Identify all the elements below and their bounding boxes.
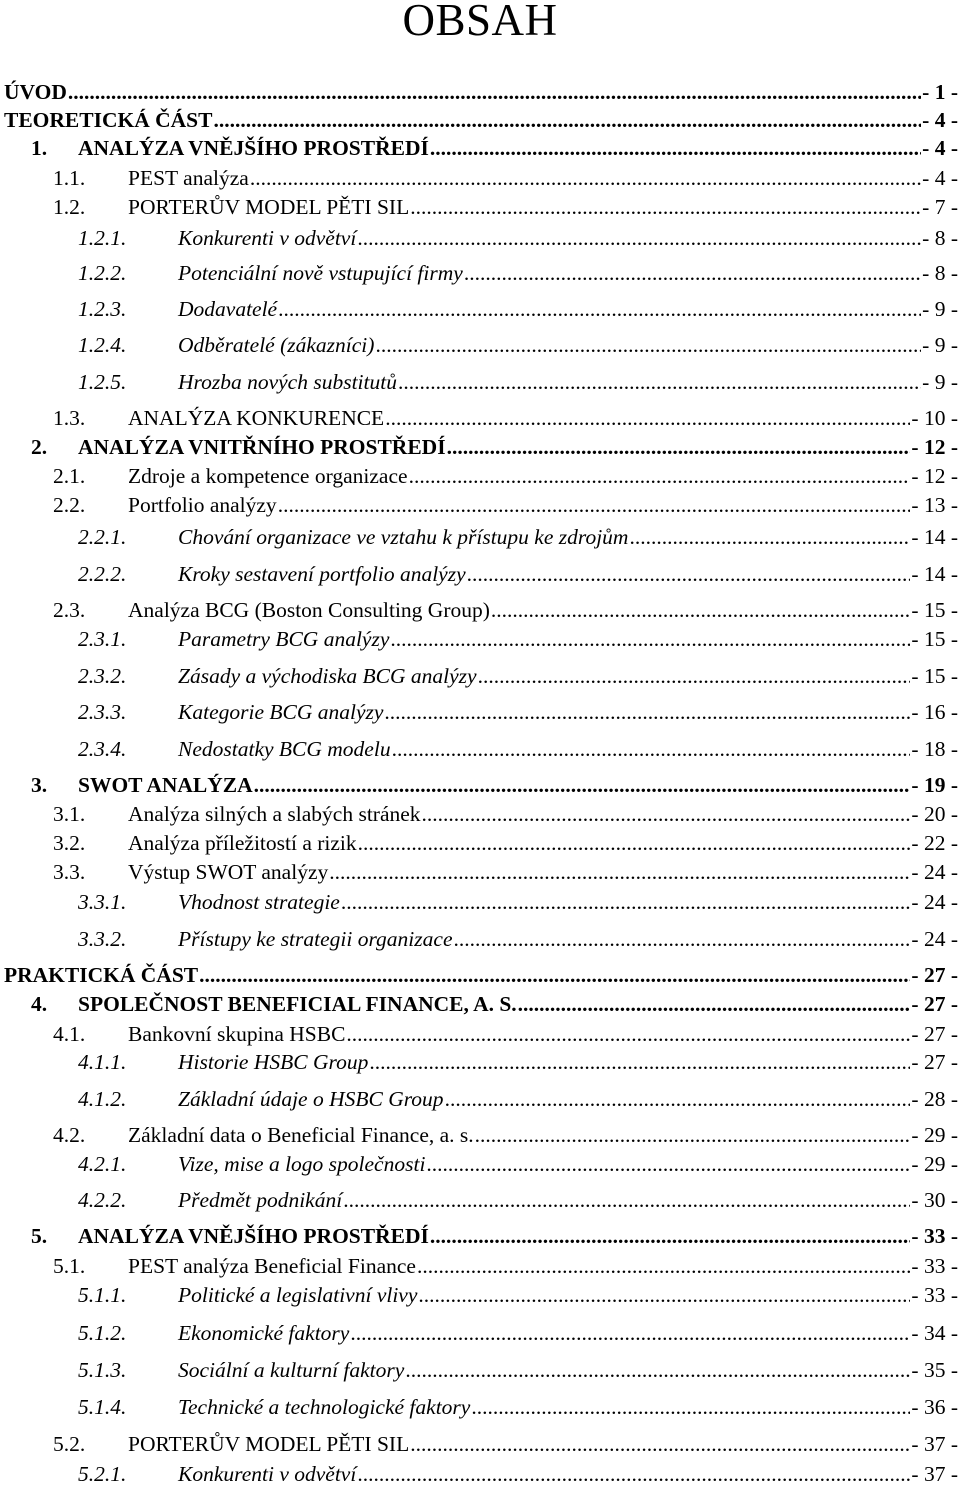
toc-entry-page: - 9 - [922,297,958,321]
toc-entry-page: - 24 - [911,890,958,914]
toc-entry-number: 3.3.2. [78,927,127,951]
toc-dot-leader [398,369,921,395]
toc-entry-number: 3.3.1. [78,890,127,914]
toc-entry-page: - 33 - [911,1224,958,1248]
toc-entry[interactable] [0,926,960,952]
toc-entry[interactable] [0,165,960,191]
toc-entry-title: SPOLEČNOST BENEFICIAL FINANCE, A. S. [78,992,517,1016]
toc-entry-number: 3.2. [53,831,86,855]
toc-entry-page: - 15 - [911,664,958,688]
toc-entry-title: Kroky sestavení portfolio analýzy [178,562,466,586]
toc-entry-title: Předmět podnikání [178,1188,343,1212]
toc-entry-number: 5.2.1. [78,1462,127,1486]
toc-entry-title: Konkurenti v odvětví [178,226,357,250]
toc-entry-page: - 33 - [911,1283,958,1307]
toc-dot-leader [199,962,910,988]
toc-entry-title: ANALÝZA VNĚJŠÍHO PROSTŘEDÍ [78,1224,429,1248]
toc-dot-leader [343,1187,910,1213]
toc-entry[interactable] [0,699,960,725]
toc-entry-page: - 24 - [911,860,958,884]
toc-entry-page: - 14 - [911,562,958,586]
toc-entry-title: Odběratelé (zákazníci) [178,333,375,357]
toc-dot-leader [329,859,910,885]
toc-dot-leader [475,1122,911,1148]
toc-entry-page: - 27 - [911,1022,958,1046]
toc-entry-number: 1.3. [53,406,86,430]
toc-entry-number: 1.2.4. [78,333,127,357]
toc-entry-title: Konkurenti v odvětví [178,1462,357,1486]
toc-entry-title: Vhodnost strategie [178,890,340,914]
toc-dot-leader [418,1282,910,1308]
toc-entry[interactable] [0,1049,960,1075]
toc-entry-page: - 19 - [911,773,958,797]
toc-dot-leader [405,1357,910,1383]
toc-entry-number: 1.1. [53,166,86,190]
toc-entry[interactable] [0,859,960,885]
toc-dot-leader [445,1086,911,1112]
toc-entry-page: - 29 - [911,1152,958,1176]
toc-entry[interactable] [0,1394,960,1420]
toc-entry-title: Přístupy ke strategii organizace [178,927,453,951]
toc-entry-title: PRAKTICKÁ ČÁST [4,963,199,987]
toc-entry-title: Analýza příležitostí a rizik [128,831,357,855]
toc-entry-page: - 4 - [922,108,958,132]
toc-dot-leader [430,1223,911,1249]
toc-entry-title: Kategorie BCG analýzy [178,700,384,724]
toc-entry-title: Vize, mise a logo společnosti [178,1152,426,1176]
toc-entry-number: 4.2. [53,1123,86,1147]
toc-entry-page: - 27 - [911,1050,958,1074]
toc-entry-page: - 9 - [922,333,958,357]
toc-entry[interactable] [0,225,960,251]
toc-entry-page: - 15 - [911,627,958,651]
toc-dot-leader [346,1021,910,1047]
toc-entry-number: 2.2.2. [78,562,127,586]
toc-entry-page: - 4 - [922,136,958,160]
toc-entry-title: TEORETICKÁ ČÁST [4,108,213,132]
toc-entry-title: Hrozba nových substitutů [178,370,397,394]
toc-entry[interactable] [0,1086,960,1112]
toc-entry-title: Ekonomické faktory [178,1321,350,1345]
toc-entry-title: PORTERŮV MODEL PĚTI SIL [128,1432,410,1456]
toc-entry-page: - 37 - [911,1462,958,1486]
toc-dot-leader [453,926,910,952]
toc-entry-number: 2.3.3. [78,700,127,724]
toc-entry[interactable] [0,107,960,133]
toc-entry-number: 1.2.1. [78,226,127,250]
toc-entry[interactable] [0,1282,960,1308]
toc-entry[interactable] [0,135,960,161]
toc-entry-title: Parametry BCG analýzy [178,627,390,651]
toc-entry-title: Sociální a kulturní faktory [178,1358,405,1382]
toc-entry-number: 2.1. [53,464,86,488]
toc-entry-page: - 37 - [911,1432,958,1456]
toc-entry-number: 2. [31,435,48,459]
toc-entry-page: - 35 - [911,1358,958,1382]
toc-entry[interactable] [0,962,960,988]
toc-entry-page: - 4 - [922,166,958,190]
toc-dot-leader [250,165,921,191]
toc-entry-title: Dodavatelé [178,297,278,321]
toc-entry-number: 2.3.1. [78,627,127,651]
toc-entry[interactable] [0,663,960,689]
toc-entry[interactable] [0,597,960,623]
toc-entry-page: - 34 - [911,1321,958,1345]
toc-dot-leader [409,463,911,489]
toc-entry-page: - 30 - [911,1188,958,1212]
toc-entry-page: - 12 - [911,435,958,459]
toc-entry-title: Nedostatky BCG modelu [178,737,391,761]
toc-entry[interactable] [0,1151,960,1177]
toc-entry-page: - 27 - [911,992,958,1016]
toc-entry[interactable] [0,1122,960,1148]
toc-entry-title: SWOT ANALÝZA [78,773,253,797]
toc-entry-number: 5. [31,1224,48,1248]
toc-entry-title: ANALÝZA VNITŘNÍHO PROSTŘEDÍ [78,435,446,459]
toc-entry-number: 1.2.5. [78,370,127,394]
toc-entry[interactable] [0,369,960,395]
toc-dot-leader [464,260,921,286]
toc-entry[interactable] [0,434,960,460]
toc-entry-page: - 10 - [911,406,958,430]
toc-entry-title: PEST analýza [128,166,249,190]
toc-dot-leader [392,736,911,762]
toc-entry-number: 4.1. [53,1022,86,1046]
toc-entry[interactable] [0,1021,960,1047]
toc-dot-leader [213,107,921,133]
toc-dot-leader [254,772,911,798]
toc-entry-title: Bankovní skupina HSBC [128,1022,346,1046]
toc-entry-page: - 27 - [911,963,958,987]
toc-entry[interactable] [0,889,960,915]
toc-dot-leader [518,991,911,1017]
toc-entry-page: - 16 - [911,700,958,724]
toc-dot-leader [358,830,911,856]
toc-entry-title: Základní údaje o HSBC Group [178,1087,444,1111]
toc-entry[interactable] [0,626,960,652]
toc-dot-leader [357,1461,910,1487]
toc-entry[interactable] [0,194,960,220]
toc-dot-leader [430,135,921,161]
toc-entry-title: Technické a technologické faktory [178,1395,471,1419]
toc-entry-title: Chování organizace ve vztahu k přístupu ke zdrojům [178,525,629,549]
toc-entry-number: 4. [31,992,48,1016]
toc-entry-number: 2.3.2. [78,664,127,688]
toc-entry[interactable] [0,260,960,286]
toc-entry[interactable] [0,1431,960,1457]
toc-entry-title: PORTERŮV MODEL PĚTI SIL [128,195,410,219]
toc-entry-title: PEST analýza Beneficial Finance [128,1254,416,1278]
toc-entry-number: 4.2.2. [78,1188,127,1212]
toc-entry[interactable] [0,830,960,856]
toc-entry-number: 5.1.1. [78,1283,127,1307]
toc-dot-leader [357,225,921,251]
toc-entry[interactable] [0,736,960,762]
toc-dot-leader [68,79,921,105]
toc-entry[interactable] [0,405,960,431]
toc-entry-number: 3. [31,773,48,797]
toc-entry[interactable] [0,1253,960,1279]
toc-entry-title: Výstup SWOT analýzy [128,860,329,884]
toc-entry[interactable] [0,79,960,105]
toc-entry[interactable] [0,772,960,798]
toc-dot-leader [278,296,921,322]
toc-entry[interactable] [0,1461,960,1487]
toc-entry-title: Analýza BCG (Boston Consulting Group) [128,598,490,622]
toc-entry-page: - 7 - [922,195,958,219]
toc-entry-number: 2.2. [53,493,86,517]
toc-dot-leader [410,194,921,220]
toc-entry-number: 5.1.3. [78,1358,127,1382]
toc-entry-page: - 20 - [911,802,958,826]
toc-entry[interactable] [0,801,960,827]
toc-entry[interactable] [0,1357,960,1383]
toc-entry-page: - 36 - [911,1395,958,1419]
toc-entry-title: Politické a legislativní vlivy [178,1283,418,1307]
page-title: OBSAH [402,0,558,45]
toc-entry-number: 4.1.1. [78,1050,127,1074]
toc-entry[interactable] [0,332,960,358]
toc-dot-leader [491,597,911,623]
toc-entry-number: 5.1.2. [78,1321,127,1345]
toc-entry-page: - 8 - [922,226,958,250]
toc-entry-number: 2.3.4. [78,737,127,761]
toc-entry-title: Historie HSBC Group [178,1050,369,1074]
toc-dot-leader [341,889,911,915]
toc-entry-title: ÚVOD [4,80,67,104]
toc-dot-leader [369,1049,910,1075]
toc-dot-leader [390,626,910,652]
toc-entry-number: 4.2.1. [78,1152,127,1176]
toc-entry-number: 5.1. [53,1254,86,1278]
toc-entry-title: Základní data o Beneficial Finance, a. s. [128,1123,474,1147]
toc-dot-leader [422,801,911,827]
toc-entry[interactable] [0,524,960,550]
toc-entry[interactable] [0,991,960,1017]
toc-dot-leader [350,1320,910,1346]
toc-dot-leader [375,332,921,358]
toc-entry-number: 3.1. [53,802,86,826]
toc-entry-page: - 1 - [922,80,958,104]
toc-entry[interactable] [0,1187,960,1213]
toc-entry-title: ANALÝZA VNĚJŠÍHO PROSTŘEDÍ [78,136,429,160]
toc-entry-page: - 22 - [911,831,958,855]
toc-dot-leader [417,1253,910,1279]
toc-entry[interactable] [0,463,960,489]
toc-dot-leader [384,699,910,725]
toc-entry-number: 1.2.3. [78,297,127,321]
toc-entry-page: - 8 - [922,261,958,285]
toc-entry-number: 2.2.1. [78,525,127,549]
toc-entry-title: ANALÝZA KONKURENCE [128,406,385,430]
toc-dot-leader [278,492,911,518]
toc-entry-number: 5.1.4. [78,1395,127,1419]
toc-entry-page: - 33 - [911,1254,958,1278]
toc-dot-leader [478,663,911,689]
toc-entry-title: Potenciální nově vstupující firmy [178,261,463,285]
toc-entry-number: 1. [31,136,48,160]
toc-dot-leader [426,1151,910,1177]
toc-entry-number: 1.2. [53,195,86,219]
toc-dot-leader [447,434,911,460]
toc-entry-number: 5.2. [53,1432,86,1456]
toc-entry-page: - 13 - [911,493,958,517]
toc-dot-leader [467,561,911,587]
toc-entry[interactable] [0,1223,960,1249]
toc-entry-page: - 29 - [911,1123,958,1147]
toc-entry[interactable] [0,296,960,322]
toc-entry-title: Zásady a východiska BCG analýzy [178,664,477,688]
toc-entry-page: - 14 - [911,525,958,549]
toc-entry-number: 4.1.2. [78,1087,127,1111]
toc-entry-number: 1.2.2. [78,261,127,285]
toc-entry-page: - 9 - [922,370,958,394]
toc-entry-page: - 28 - [911,1087,958,1111]
toc-dot-leader [410,1431,910,1457]
toc-entry-title: Analýza silných a slabých stránek [128,802,421,826]
toc-entry-page: - 18 - [911,737,958,761]
toc-entry[interactable] [0,492,960,518]
toc-dot-leader [471,1394,910,1420]
toc-entry-page: - 24 - [911,927,958,951]
toc-entry-title: Portfolio analýzy [128,493,277,517]
toc-entry-page: - 15 - [911,598,958,622]
toc-entry[interactable] [0,561,960,587]
toc-entry-number: 3.3. [53,860,86,884]
toc-entry-number: 2.3. [53,598,86,622]
toc-dot-leader [629,524,910,550]
toc-entry-page: - 12 - [911,464,958,488]
toc-entry[interactable] [0,1320,960,1346]
toc-dot-leader [385,405,910,431]
toc-entry-title: Zdroje a kompetence organizace [128,464,408,488]
